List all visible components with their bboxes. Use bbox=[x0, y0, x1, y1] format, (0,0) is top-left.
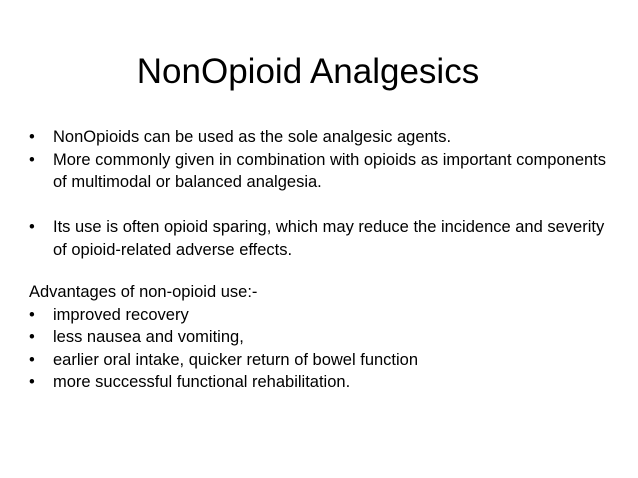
slide-title: NonOpioid Analgesics bbox=[136, 52, 480, 91]
bullet-dot-icon: • bbox=[29, 373, 35, 391]
advantage-item bbox=[29, 326, 619, 349]
bullet-text: NonOpioids can be used as the sole analgesic agents. bbox=[53, 128, 452, 146]
advantage-item bbox=[29, 349, 619, 372]
bullet-dot-icon: • bbox=[29, 128, 35, 146]
bullet-text: More commonly given in combination with opioids as important components of multimodal or balanced analgesia. bbox=[53, 150, 607, 191]
spacer bbox=[29, 194, 619, 217]
advantage-text: earlier oral intake, quicker return of bowel function bbox=[53, 350, 419, 369]
advantage-text: less nausea and vomiting, bbox=[53, 328, 244, 346]
bullet-dot-icon: • bbox=[29, 218, 35, 236]
advantage-text: improved recovery bbox=[53, 305, 189, 324]
bullet-dot-icon: • bbox=[29, 305, 35, 324]
advantage-text: more successful functional rehabilitation. bbox=[53, 373, 351, 391]
bullet-dot-icon: • bbox=[29, 150, 35, 169]
advantages-heading: Advantages of non-opioid use:- bbox=[29, 283, 258, 301]
bullet-dot-icon: • bbox=[29, 328, 35, 346]
spacer bbox=[29, 261, 619, 281]
advantage-item bbox=[29, 371, 619, 394]
advantage-item bbox=[29, 304, 619, 327]
bullet-item bbox=[29, 216, 619, 261]
bullet-item bbox=[29, 126, 619, 149]
slide-body bbox=[29, 126, 619, 394]
bullet-dot-icon: • bbox=[29, 350, 35, 369]
bullet-text: Its use is often opioid sparing, which may reduce the incidence and severity of opioid-related adverse effects. bbox=[53, 218, 605, 259]
bullet-item bbox=[29, 149, 619, 194]
